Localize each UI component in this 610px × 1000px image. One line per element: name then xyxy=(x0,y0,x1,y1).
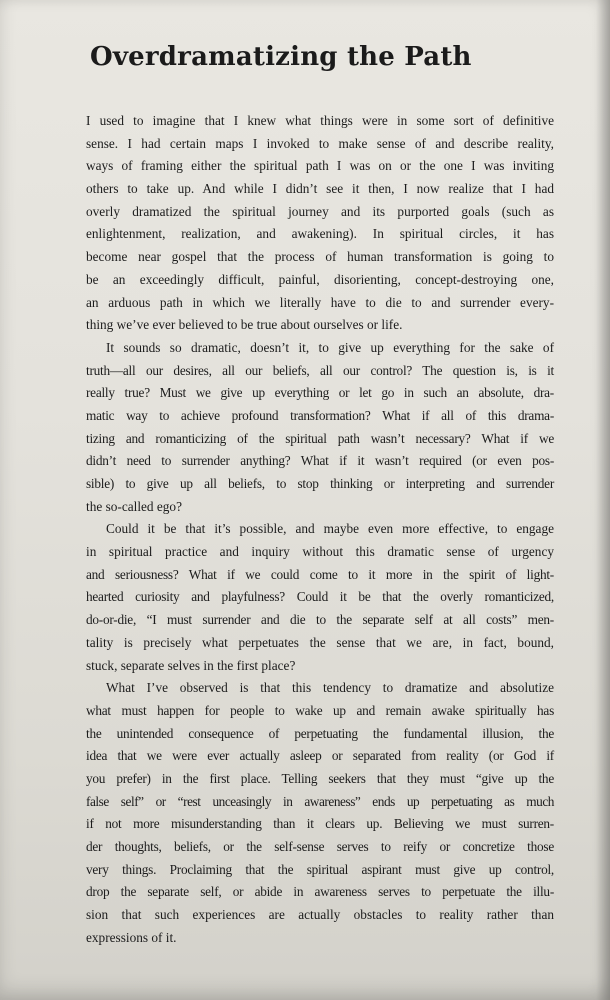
text-line: an arduous path in which we literally have to die to and surrender every- xyxy=(86,294,554,310)
text-line: do-or-die, “I must surrender and die to the separate self at all costs” men- xyxy=(86,612,554,628)
page-spine-shadow xyxy=(596,0,610,1000)
text-line: truth—all our desires, all our beliefs, all our control? The question is, is it xyxy=(86,362,554,378)
text-line: sion that such experiences are actually obstacles to reality rather than xyxy=(86,907,554,923)
text-line: sense. I had certain maps I invoked to make sense of and describe reality, xyxy=(86,135,554,151)
text-line: overly dramatized the spiritual journey and its purported goals (such as xyxy=(86,203,554,219)
text-line: enlightenment, realization, and awakening). In spiritual circles, it has xyxy=(86,226,554,242)
text-line: It sounds so dramatic, doesn’t it, to give up everything for the sake of xyxy=(106,339,554,355)
text-line: become near gospel that the process of human transformation is going to xyxy=(86,249,554,265)
text-line: and seriousness? What if we could come to it more in the spirit of light- xyxy=(86,566,554,582)
text-line: hearted curiosity and playfulness? Could it be that the overly romanticized, xyxy=(86,589,554,605)
text-line: you prefer) in the first place. Telling seekers that they must “give up the xyxy=(86,770,554,786)
text-line: didn’t need to surrender anything? What if it wasn’t required (or even pos- xyxy=(86,453,554,469)
text-line: expressions of it. xyxy=(86,929,177,945)
text-line: if not more misunderstanding than it clears up. Believing we must surren- xyxy=(86,816,554,832)
text-line: in spiritual practice and inquiry without this dramatic sense of urgency xyxy=(86,544,554,560)
text-line: others to take up. And while I didn’t see it then, I now realize that I had xyxy=(86,181,554,197)
text-line: tizing and romanticizing of the spiritual path wasn’t necessary? What if we xyxy=(86,430,554,446)
text-line: the unintended consequence of perpetuating the fundamental illusion, the xyxy=(86,725,554,741)
chapter-title: Overdramatizing the Path xyxy=(90,42,472,72)
text-line: der thoughts, beliefs, or the self-sense serves to reify or concretize those xyxy=(86,839,554,854)
text-line: the so-called ego? xyxy=(86,498,182,514)
paragraph-1 xyxy=(86,110,554,337)
paragraph-4 xyxy=(86,677,554,949)
text-line: drop the separate self, or abide in awareness serves to perpetuate the illu- xyxy=(86,884,554,900)
text-line: I used to imagine that I knew what things were in some sort of definitive xyxy=(86,113,554,128)
text-line: idea that we were ever actually asleep or separated from reality (or God if xyxy=(86,748,554,764)
text-line: matic way to achieve profound transformation? What if all of this drama- xyxy=(86,407,554,423)
text-line: What I’ve observed is that this tendency to dramatize and absolutize xyxy=(106,680,554,696)
text-line: be an exceedingly difficult, painful, disorienting, concept-destroying one, xyxy=(86,271,554,287)
text-line: ways of framing either the spiritual path I was on or the one I was inviting xyxy=(86,158,554,174)
text-line: false self” or “rest unceasingly in awareness” ends up perpetuating as much xyxy=(86,793,554,809)
body-text xyxy=(86,110,554,949)
text-line: really true? Must we give up everything or let go in such an absolute, dra- xyxy=(86,385,554,401)
text-line: sible) to give up all beliefs, to stop thinking or interpreting and surrender xyxy=(86,476,554,491)
text-line: what must happen for people to wake up and remain awake spiritually has xyxy=(86,702,554,718)
text-line: very things. Proclaiming that the spiritual aspirant must give up control, xyxy=(86,861,554,877)
paragraph-3 xyxy=(86,518,554,677)
paragraph-2 xyxy=(86,337,554,519)
text-line: stuck, separate selves in the first place? xyxy=(86,657,296,673)
text-line: Could it be that it’s possible, and maybe even more effective, to engage xyxy=(106,521,554,537)
text-line: tality is precisely what perpetuates the sense that we are, in fact, bound, xyxy=(86,634,554,650)
text-line: thing we’ve ever believed to be true about ourselves or life. xyxy=(86,317,403,333)
